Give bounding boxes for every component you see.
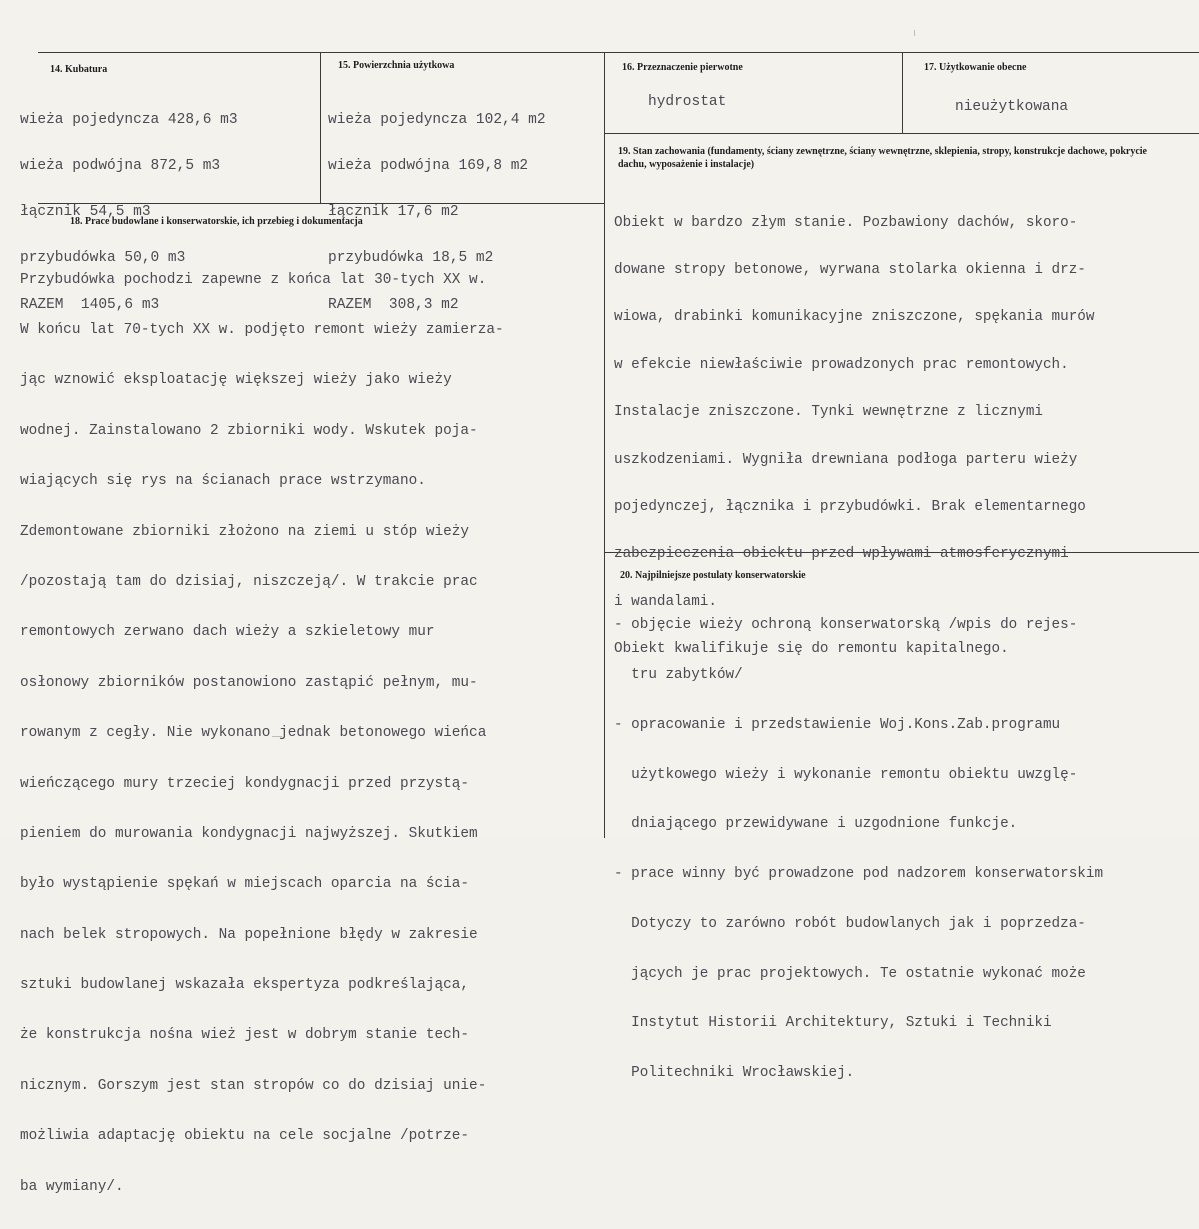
text-line: Obiekt w bardzo złym stanie. Pozbawiony dachów, skoro- <box>614 214 1078 231</box>
text-line: pieniem do murowania kondygnacji najwyższej. Skutkiem <box>20 825 478 842</box>
text-line: Przybudówka pochodzi zapewne z końca lat 30-tych XX w. <box>20 271 487 288</box>
text-line: W końcu lat 70-tych XX w. podjęto remont wieży zamierza- <box>20 321 504 338</box>
text-line: jąc wznowić eksploatację większej wieży jako wieży <box>20 372 452 389</box>
text-line: było wystąpienie spękań w miejscach oparcia na ścia- <box>20 876 470 893</box>
text-line: uszkodzeniami. Wygniła drewniana podłoga parteru wieży <box>614 451 1078 468</box>
divider-14-15 <box>320 52 321 203</box>
field-20-label: 20. Najpilniejsze postulaty konserwatorskie <box>620 570 806 581</box>
text-line: przybudówka 18,5 m2 <box>328 250 494 267</box>
text-line: wiowa, drabinki komunikacyjne zniszczone, spękania murów <box>614 309 1095 326</box>
text-line: - prace winny być prowadzone pod nadzorem konserwatorskim <box>614 866 1104 883</box>
text-line: przybudówka 50,0 m3 <box>20 250 186 267</box>
text-line: tru zabytków/ <box>614 666 743 683</box>
text-line: /pozostają tam do dzisiaj, niszczeją/. W trakcie prac <box>20 573 478 590</box>
text-line: wodnej. Zainstalowano 2 zbiorniki wody. Wskutek poja- <box>20 422 478 439</box>
text-line: zabezpieczenia obiektu przed wpływami atmosferycznymi <box>614 546 1069 563</box>
center-divider <box>604 52 605 838</box>
field-18-text <box>20 238 504 1229</box>
text-line: nicznym. Gorszym jest stan stropów co do dzisiaj unie- <box>20 1077 487 1094</box>
text-line: dniającego przewidywane i uzgodnione funkcje. <box>614 816 1018 833</box>
text-line: wieża podwójna 169,8 m2 <box>328 158 529 175</box>
text-line: sztuki budowlanej wskazała ekspertyza podkreślająca, <box>20 977 470 994</box>
text-line: łącznik 54,5 m3 <box>20 204 151 221</box>
field-18-label: 18. Prace budowlane i konserwatorskie, ich przebieg i dokumentacja <box>70 216 363 227</box>
field-16-value: hydrostat <box>648 94 727 110</box>
text-line: dowane stropy betonowe, wyrwana stolarka okienna i drz- <box>614 261 1086 278</box>
field-20-text <box>614 584 1103 1115</box>
scan-mark <box>914 30 915 36</box>
text-line: nach belek stropowych. Na popełnione błędy w zakresie <box>20 926 478 943</box>
field-15-label: 15. Powierzchnia użytkowa <box>338 60 455 71</box>
text-line: pojedynczej, łącznika i przybudówki. Brak elementarnego <box>614 498 1086 515</box>
text-line: Politechniki Wrocławskiej. <box>614 1065 855 1082</box>
text-line: w efekcie niewłaściwie prowadzonych prac remontowych. <box>614 356 1069 373</box>
text-line: RAZEM 308,3 m2 <box>328 296 459 313</box>
text-line: - objęcie wieży ochroną konserwatorską /wpis do rejes- <box>614 617 1078 634</box>
text-line: wieża podwójna 872,5 m3 <box>20 158 221 175</box>
text-line: wieża pojedyncza 102,4 m2 <box>328 111 546 128</box>
field-17-label: 17. Użytkowanie obecne <box>924 62 1027 73</box>
text-line: wiających się rys na ścianach prace wstrzymano. <box>20 473 426 490</box>
text-line: Obiekt kwalifikuje się do remontu kapitalnego. <box>614 641 1009 658</box>
text-line: jących je prac projektowych. Te ostatnie wykonać może <box>614 965 1086 982</box>
text-line: i wandalami. <box>614 593 717 610</box>
divider-16-17 <box>902 52 903 133</box>
field-16-label: 16. Przeznaczenie pierwotne <box>622 62 743 73</box>
text-line: rowanym z cegły. Nie wykonano jednak betonowego wieńca <box>20 725 487 742</box>
text-line: - opracowanie i przedstawienie Woj.Kons.Zab.programu <box>614 716 1061 733</box>
text-line: łącznik 17,6 m2 <box>328 204 459 221</box>
field-19-label: 19. Stan zachowania (fundamenty, ściany zewnętrzne, ściany wewnętrzne, sklepienia, stropy, konstrukcje dachowe, pokrycie dachu, wyposażenie i instalacje) <box>618 146 1147 170</box>
text-line: Instytut Historii Architektury, Sztuki i Techniki <box>614 1015 1052 1032</box>
text-line: Instalacje zniszczone. Tynki wewnętrzne z licznymi <box>614 404 1043 421</box>
text-line: ba wymiany/. <box>20 1178 124 1195</box>
text-line: że konstrukcja nośna wież jest w dobrym stanie tech- <box>20 1027 470 1044</box>
text-line: remontowych zerwano dach wieży a szkieletowy mur <box>20 624 435 641</box>
text-line: Dotyczy to zarówno robót budowlanych jak i poprzedza- <box>614 915 1086 932</box>
text-line: wieża pojedyncza 428,6 m3 <box>20 111 238 128</box>
field-14-label: 14. Kubatura <box>50 64 108 75</box>
text-line: użytkowego wieży i wykonanie remontu obiektu uwzglę- <box>614 766 1078 783</box>
text-line: wieńczącego mury trzeciej kondygnacji przed przystą- <box>20 775 470 792</box>
top-rule <box>38 52 1199 53</box>
text-line: osłonowy zbiorników postanowiono zastąpić pełnym, mu- <box>20 674 478 691</box>
field-17-value: nieużytkowana <box>955 99 1069 115</box>
text-line: RAZEM 1405,6 m3 <box>20 296 160 313</box>
text-line: Zdemontowane zbiorniki złożono na ziemi u stóp wieży <box>20 523 470 540</box>
text-line: możliwia adaptację obiektu na cele socjalne /potrze- <box>20 1128 470 1145</box>
rule-right-top <box>604 133 1199 134</box>
